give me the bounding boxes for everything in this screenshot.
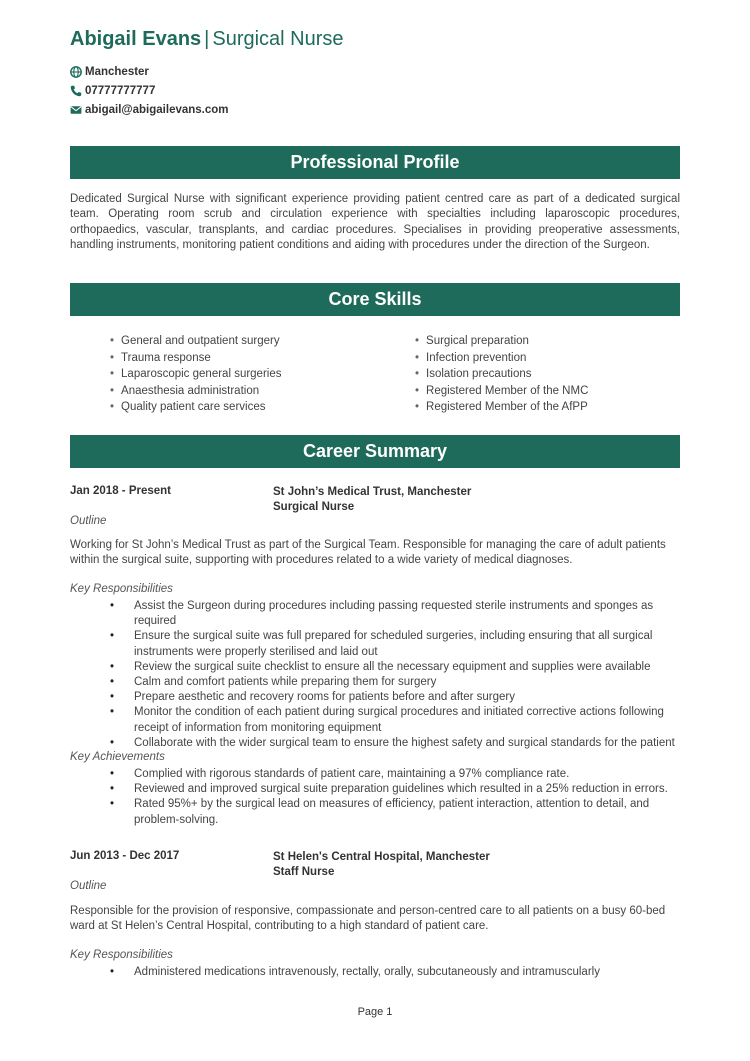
list-item: • Assist the Surgeon during procedures including passing requested sterile instruments and sponges as required [110, 599, 682, 629]
outline-label: Outline [70, 515, 107, 527]
skill-item: • Anaesthesia administration [110, 383, 282, 400]
name-separator: | [204, 28, 210, 50]
job-employer-block [273, 850, 490, 880]
profile-summary: Dedicated Surgical Nurse with significant experience providing patient centred care as part of a dedicated surgical team. Operating room scrub and circulation experience with specialties including laparoscopic procedures, orthopaedics, vascular, transplants, and cardiac procedures. Specialises in providing preoperative assessments, handling instruments, monitoring patient conditions and aiding with procedures under the direction of the Surgeon. [70, 193, 680, 251]
phone-icon [70, 85, 82, 97]
globe-icon [70, 66, 82, 78]
achievements-list [110, 767, 682, 828]
location-text: Manchester [85, 65, 149, 78]
job-outline: Responsible for the provision of responsive, compassionate and person-centred care to all patients on a busy 60-bed ward at St Helen’s Central Hospital, contributing to a high standard of patient care. [70, 905, 666, 933]
job-employer-block [273, 485, 471, 515]
skills-column-right [415, 333, 588, 416]
skills-heading: Core Skills [70, 283, 680, 316]
achievements-label: Key Achievements [70, 751, 165, 763]
list-item: • Ensure the surgical suite was full prepared for scheduled surgeries, including ensuring that all surgical instruments were properly sterilised and laid out [110, 629, 682, 659]
list-item: • Collaborate with the wider surgical team to ensure the highest safety and surgical standards for the patient [110, 736, 682, 751]
email-link[interactable]: abigail@abigailevans.com [85, 103, 229, 116]
responsibilities-list [110, 965, 682, 980]
envelope-icon [70, 104, 82, 116]
list-item: • Calm and comfort patients while preparing them for surgery [110, 675, 682, 690]
list-item: • Monitor the condition of each patient during surgical procedures and initiated corrective actions following receipt of information from monitoring equipment [110, 705, 682, 735]
profile-heading: Professional Profile [70, 146, 680, 179]
skill-item: • Surgical preparation [415, 333, 588, 350]
contact-list [70, 62, 229, 119]
list-item: • Review the surgical suite checklist to ensure all the necessary equipment and supplies were available [110, 660, 682, 675]
job-employer: St John’s Medical Trust, Manchester [273, 486, 472, 498]
job-outline: Working for St John’s Medical Trust as part of the Surgical Team. Responsible for managing the care of adult patients within the surgical suite, supporting with procedures related to a wide variety of medical diagnoses. [70, 539, 666, 567]
responsibilities-label: Key Responsibilities [70, 583, 173, 595]
responsibilities-list [110, 599, 682, 751]
skill-item: • Registered Member of the AfPP [415, 399, 588, 416]
contact-email [70, 100, 229, 119]
list-item: • Reviewed and improved surgical suite preparation guidelines which resulted in a 25% reduction in errors. [110, 782, 682, 797]
candidate-name: Abigail Evans [70, 28, 202, 50]
skill-item: • Infection prevention [415, 350, 588, 367]
list-item: • Administered medications intravenously, rectally, orally, subcutaneously and intramuscularly [110, 965, 682, 980]
career-heading: Career Summary [70, 435, 680, 468]
list-item: • Complied with rigorous standards of patient care, maintaining a 97% compliance rate. [110, 767, 682, 782]
resume-header [70, 28, 344, 51]
contact-phone [70, 81, 229, 100]
skill-item: • Registered Member of the NMC [415, 383, 588, 400]
job-dates: Jun 2013 - Dec 2017 [70, 850, 180, 862]
phone-text: 07777777777 [85, 84, 156, 97]
outline-label: Outline [70, 880, 107, 892]
candidate-role: Surgical Nurse [212, 28, 344, 50]
job-dates: Jan 2018 - Present [70, 485, 172, 497]
job-employer: St Helen's Central Hospital, Manchester [273, 851, 490, 863]
contact-location [70, 62, 229, 81]
list-item: • Rated 95%+ by the surgical lead on measures of efficiency, patient interaction, attention to detail, and problem-solving. [110, 797, 682, 827]
skill-item: • Laparoscopic general surgeries [110, 366, 282, 383]
skill-item: • General and outpatient surgery [110, 333, 282, 350]
job-title: Surgical Nurse [273, 501, 355, 513]
skill-item: • Isolation precautions [415, 366, 588, 383]
skills-column-left [110, 333, 282, 416]
page-number: Page 1 [357, 1006, 393, 1018]
list-item: • Prepare aesthetic and recovery rooms for patients before and after surgery [110, 690, 682, 705]
skill-item: • Quality patient care services [110, 399, 282, 416]
job-title: Staff Nurse [273, 866, 335, 878]
responsibilities-label: Key Responsibilities [70, 949, 173, 961]
skill-item: • Trauma response [110, 350, 282, 367]
